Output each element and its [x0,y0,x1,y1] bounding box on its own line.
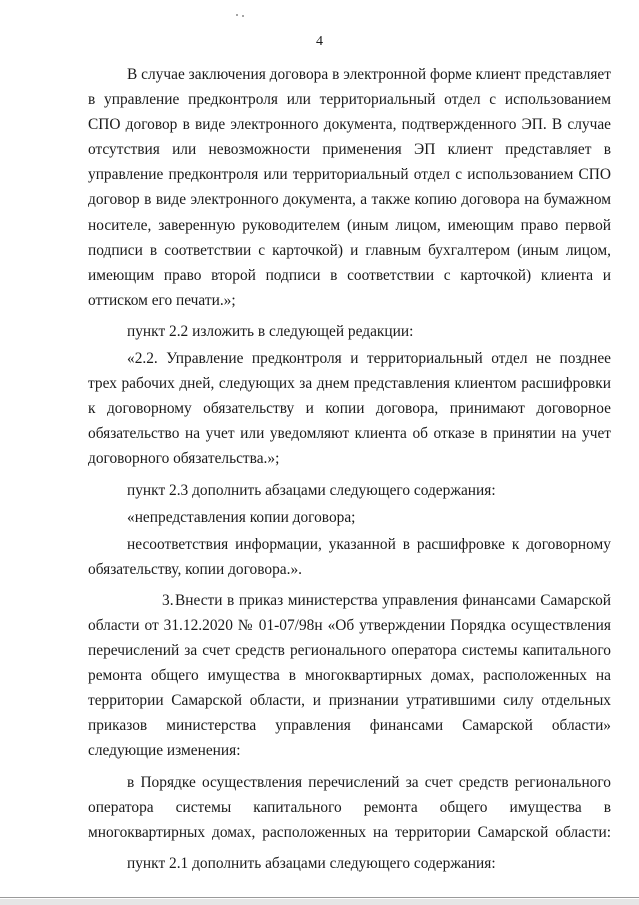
scan-bottom-edge [0,899,639,905]
paragraph-clause-2-1-intro: пункт 2.1 дополнить абзацами следующего содержания: [127,854,496,872]
paragraph-item-3 [88,588,611,764]
document-body [88,62,611,882]
paragraph-order-procedure: в Порядке осуществления перечислений за счет средств регионального оператора системы капитального ремонта общего имущества в многоквартирных домах, расположенных на территории Самарской области: [88,773,611,841]
paragraph-clause-2-3-intro: пункт 2.3 дополнить абзацами следующего содержания: [127,481,496,499]
scan-artifact [242,15,244,17]
scan-artifact [236,14,238,16]
paragraph-no-contract-copy: «непредставления копии договора; [127,508,356,526]
paragraph-info-mismatch: несоответствия информации, указанной в расшифровке к договорному обязательству, копии договора.». [88,535,611,578]
item-3-text: Внести в приказ министерства управления финансами Самарской области от 31.12.2020 № 01-07/98н «Об утверждении Порядка осуществления перечислений за счет средств регионального оператора системы капитального ремонта общего имущества в многоквартирных домах, расположенных на территории Самарской области, и признании утратившими силу отдельных приказов министерства управления финансами Самарской области» следующие изменения: [88,591,611,760]
page-number: 4 [316,34,323,49]
item-number: 3. [162,591,174,609]
paragraph-electronic-contract: В случае заключения договора в электронной форме клиент представляет в управление предконтроля или территориальный отдел с использованием СПО договор в виде электронного документа, подтвержденного ЭП. В случае отсутствия или невозможности применения ЭП клиент представляет в управление предконтроля или территориальный отдел с использованием СПО договор в виде электронного документа, а также копию договора на бумажном носителе, заверенную руководителем (иным лицом, имеющим право первой подписи в соответствии с карточкой) и главным бухгалтером (иным лицом, имеющим право второй подписи в соответствии с карточкой) клиента и оттиском его печати.»; [88,66,611,309]
paragraph-clause-2-2-intro: пункт 2.2 изложить в следующей редакции: [127,322,414,340]
paragraph-clause-2-2: «2.2. Управление предконтроля и территориальный отдел не позднее трех рабочих дней, следующих за днем представления клиентом расшифровки к договорному обязательству и копии договора, принимают договорное обязательство на учет или уведомляют клиента об отказе в принятии на учет договорного обязательства.»; [88,350,611,468]
scan-bottom-border [0,897,639,898]
